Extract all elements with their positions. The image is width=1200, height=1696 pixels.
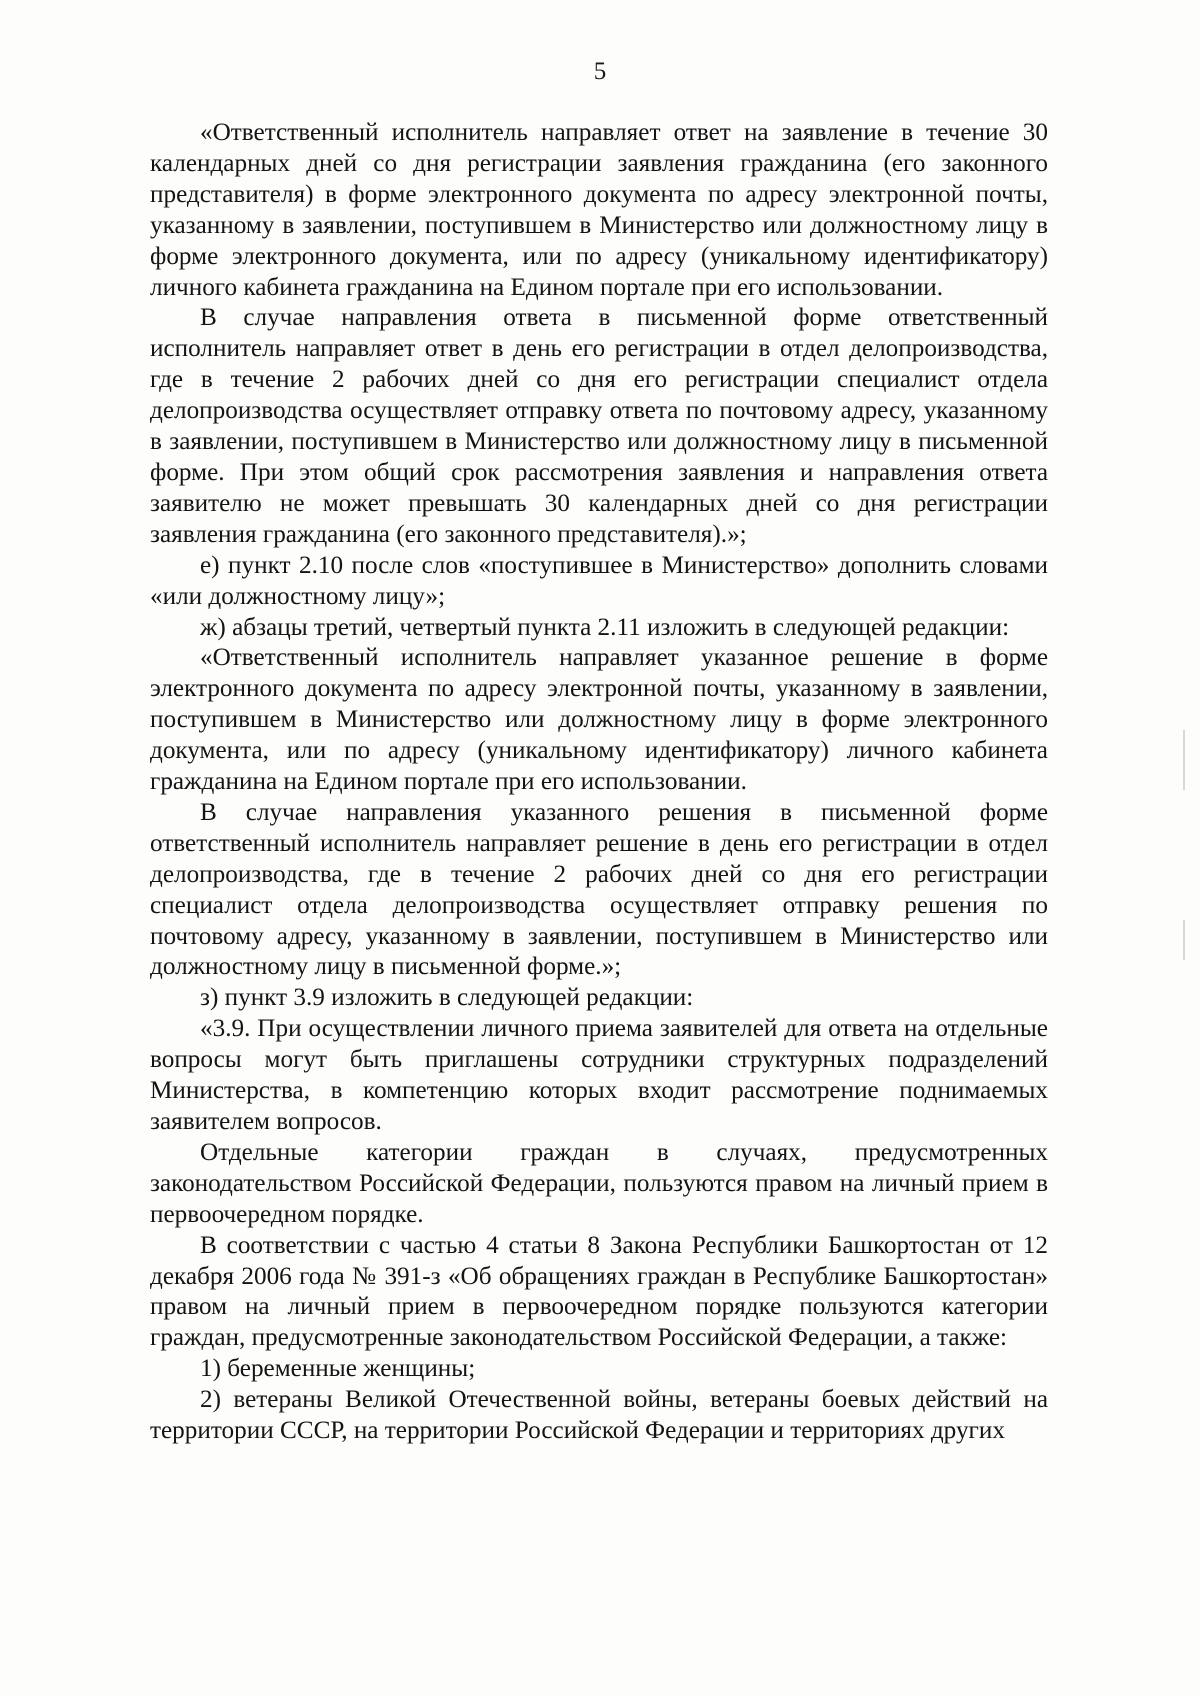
paragraph: В соответствии с частью 4 статьи 8 Закона Республики Башкортостан от 12 декабря 2006 года № 391-з «Об обращениях граждан в Республике Башкортостан» правом на личный прием в первоочередном порядке пользуются категории граждан, предусмотренные законодательством Российской Федерации, а также:	[150, 1231, 1048, 1352]
paragraph: В случае направления ответа в письменной форме ответственный исполнитель направляет ответ в день его регистрации в отдел делопроизводства, где в течение 2 рабочих дней со дня его регистрации специалист отдела делопроизводства осуществляет отправку ответа по почтовому адресу, указанному в заявлении, поступившем в Министерство или должностному лицу в письменной форме. При этом общий срок рассмотрения заявления и направления ответа заявителю не может превышать 30 календарных дней со дня регистрации заявления гражданина (его законного представителя).»;	[150, 304, 1048, 548]
scan-edge-mark	[1183, 920, 1185, 960]
paragraph: е) пункт 2.10 после слов «поступившее в Министерство» дополнить словами «или должностному лицу»;	[150, 551, 1048, 610]
paragraph: Отдельные категории граждан в случаях, предусмотренных законодательством Российской Федерации, пользуются правом на личный прием в первоочередном порядке.	[150, 1138, 1048, 1228]
paragraph: ж) абзацы третий, четвертый пункта 2.11 изложить в следующей редакции:	[200, 613, 1010, 641]
paragraph: «Ответственный исполнитель направляет указанное решение в форме электронного документа по адресу электронной почты, указанному в заявлении, поступившем в Министерство или должностному лицу в форме электронного документа, или по адресу (уникальному идентификатору) личного кабинета гражданина на Едином портале при его использовании.	[150, 644, 1048, 796]
paragraph: 2) ветераны Великой Отечественной войны, ветераны боевых действий на территории СССР, на территории Российской Федерации и территориях других	[150, 1386, 1048, 1445]
page-number: 5	[593, 58, 607, 85]
paragraph: «3.9. При осуществлении личного приема заявителей для ответа на отдельные вопросы могут быть приглашены сотрудники структурных подразделений Министерства, в компетенцию которых входит рассмотрение поднимаемых заявителем вопросов.	[150, 1015, 1048, 1135]
paragraph: з) пункт 3.9 изложить в следующей редакции:	[200, 984, 694, 1012]
paragraph: «Ответственный исполнитель направляет ответ на заявление в течение 30 календарных дней со дня регистрации заявления гражданина (его законного представителя) в форме электронного документа по адресу электронной почты, указанному в заявлении, поступившем в Министерство или должностному лицу в форме электронного документа, или по адресу (уникальному идентификатору) личного кабинета гражданина на Едином портале при его использовании.	[150, 119, 1048, 301]
paragraph: 1) беременные женщины;	[200, 1355, 476, 1383]
paragraph: В случае направления указанного решения в письменной форме ответственный исполнитель направляет решение в день его регистрации в отдел делопроизводства, где в течение 2 рабочих дней со дня его регистрации специалист отдела делопроизводства осуществляет отправку решения по почтовому адресу, указанному в заявлении, поступившем в Министерство или должностному лицу в письменной форме.»;	[150, 798, 1048, 981]
document-body	[150, 118, 1048, 1447]
scan-edge-mark	[1183, 730, 1185, 790]
